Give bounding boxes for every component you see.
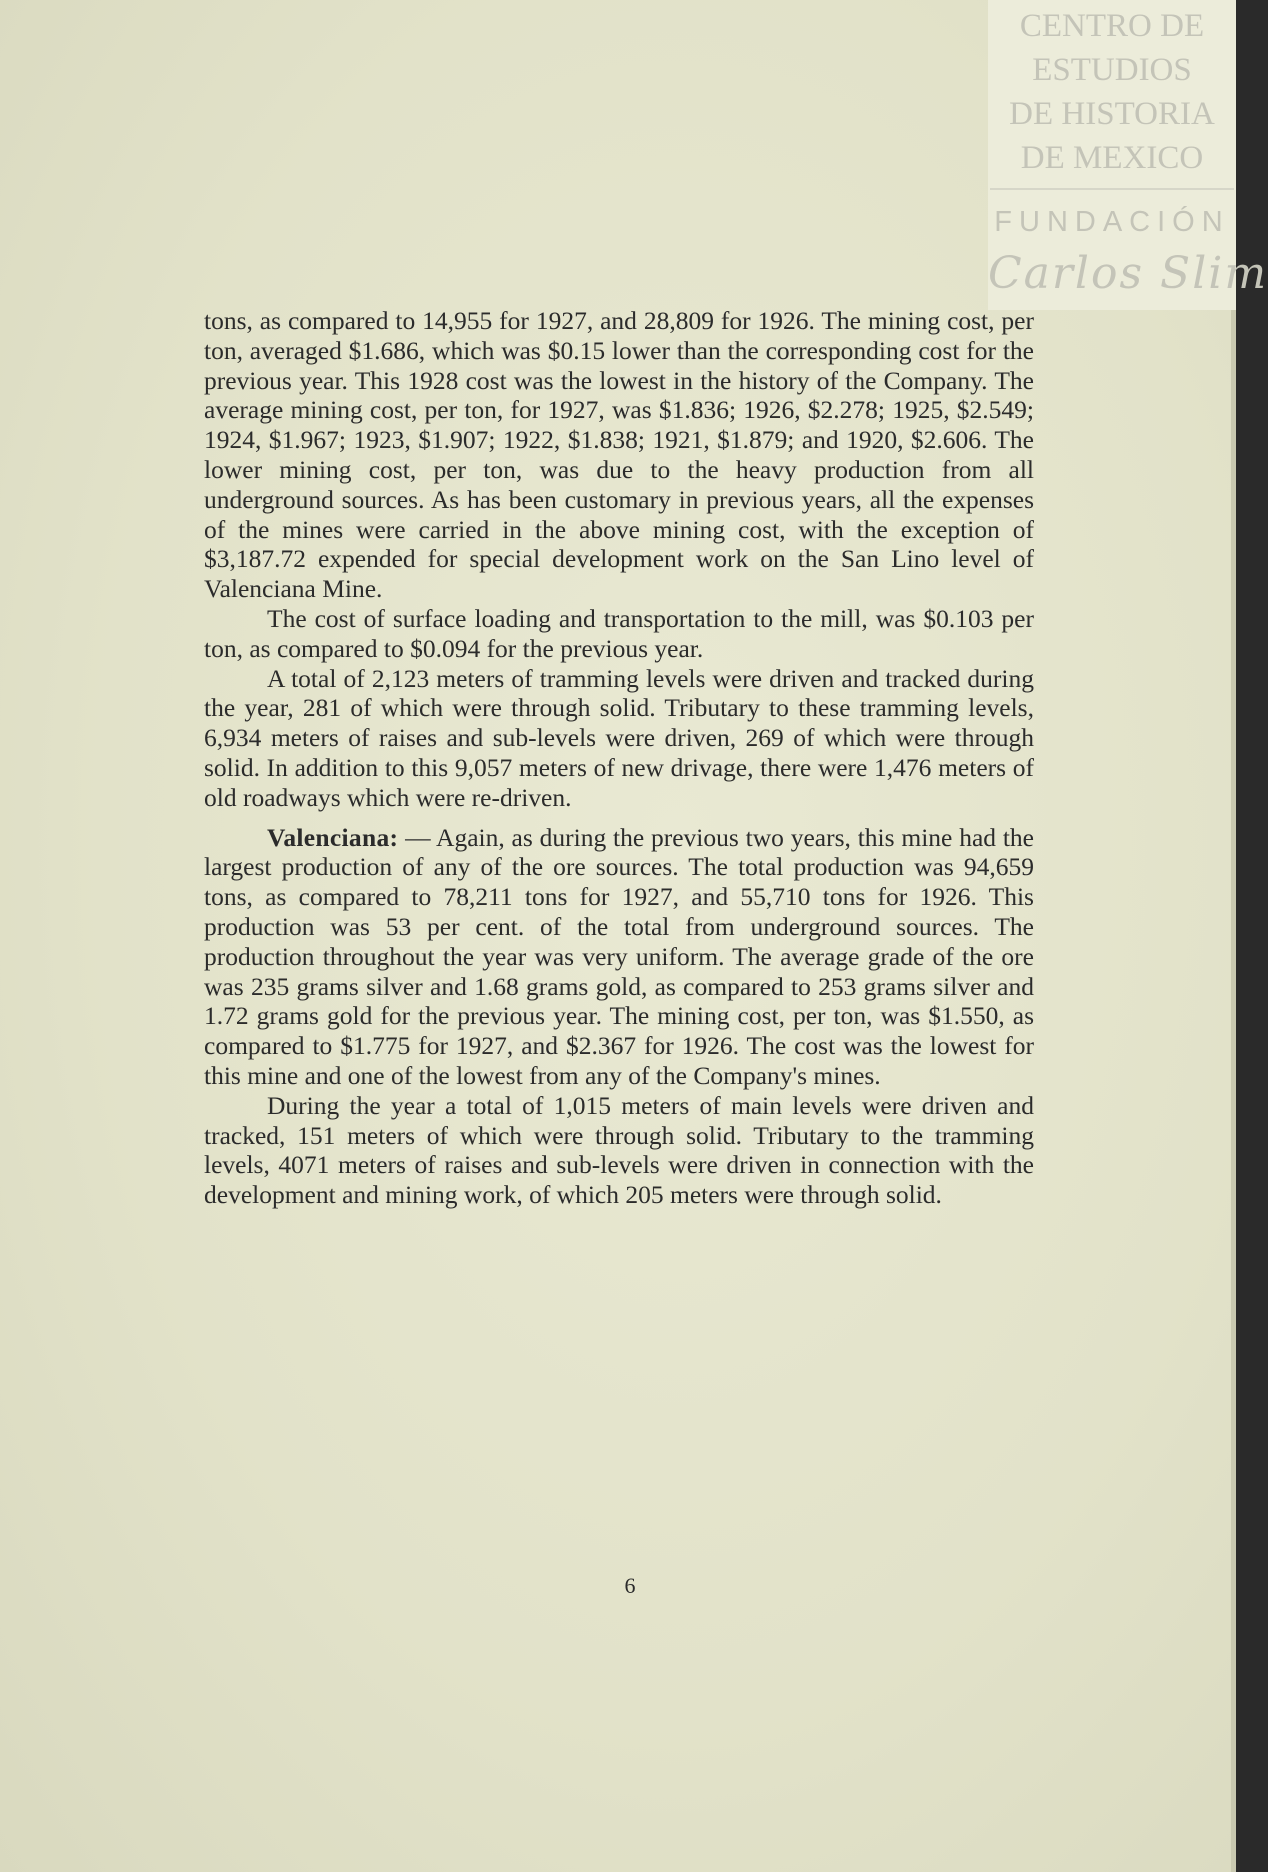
body-text (204, 306, 1034, 1210)
watermark-line: CENTRO DE (1019, 8, 1205, 44)
paragraph: During the year a total of 1,015 meters of main levels were driven and tracked, 151 meters of which were through solid. Tributary to the tramming levels, 4071 meters of raises and sub-levels were driven in connection with the development and mining work, of which 205 meters were through solid. (204, 1090, 1034, 1210)
archive-watermark (988, 0, 1268, 310)
paragraph-text: — Again, as during the previous two years, this mine had the largest production of any of the ore sources. The total production was 94,659 tons, as compared to 78,211 tons for 1927, and 55,710 tons for 1926. This production was 53 per cent. of the total from underground sources. The production throughout the year was very uniform. The average grade of the ore was 235 grams silver and 1.68 grams gold, as compared to 253 grams silver and 1.72 grams gold for the previous year. The mining cost, per ton, was $1.550, as compared to $1.775 for 1927, and $2.367 for 1926. The cost was the lowest for this mine and one of the lowest from any of the Company's mines. (204, 822, 1034, 1090)
watermark-signature: Carlos Slim (988, 248, 1268, 299)
watermark-line: DE HISTORIA (1009, 96, 1215, 132)
page-number: 6 (624, 1573, 636, 1598)
paragraph: A total of 2,123 meters of tramming levels were driven and tracked during the year, 281 of which were through solid. Tributary to these tramming levels, 6,934 meters of raises and sub-levels were driven, 269 of which were through solid. In addition to this 9,057 meters of new drivage, there were 1,476 meters of old roadways which were re-driven. (204, 663, 1034, 812)
watermark-line: ESTUDIOS (1032, 52, 1192, 88)
watermark-title-block (990, 0, 1234, 190)
watermark-foundation: FUNDACIÓN (994, 206, 1230, 238)
paragraph-valenciana (204, 823, 1034, 1091)
paragraph: tons, as compared to 14,955 for 1927, and 28,809 for 1926. The mining cost, per ton, averaged $1.686, which was $0.15 lower than the corresponding cost for the previous year. This 1928 cost was the lowest in the history of the Company. The average mining cost, per ton, for 1927, was $1.836; 1926, $2.278; 1925, $2.549; 1924, $1.967; 1923, $1.907; 1922, $1.838; 1921, $1.879; and 1920, $2.606. The lower mining cost, per ton, was due to the heavy production from all underground sources. As has been customary in previous years, all the expenses of the mines were carried in the above mining cost, with the exception of $3,187.72 expended for special development work on the San Lino level of Valenciana Mine. (204, 306, 1034, 604)
watermark-line: DE MEXICO (1020, 140, 1204, 176)
section-heading: Valenciana: (267, 822, 399, 852)
paragraph: The cost of surface loading and transportation to the mill, was $0.103 per ton, as compared to $0.094 for the previous year. (204, 603, 1034, 663)
